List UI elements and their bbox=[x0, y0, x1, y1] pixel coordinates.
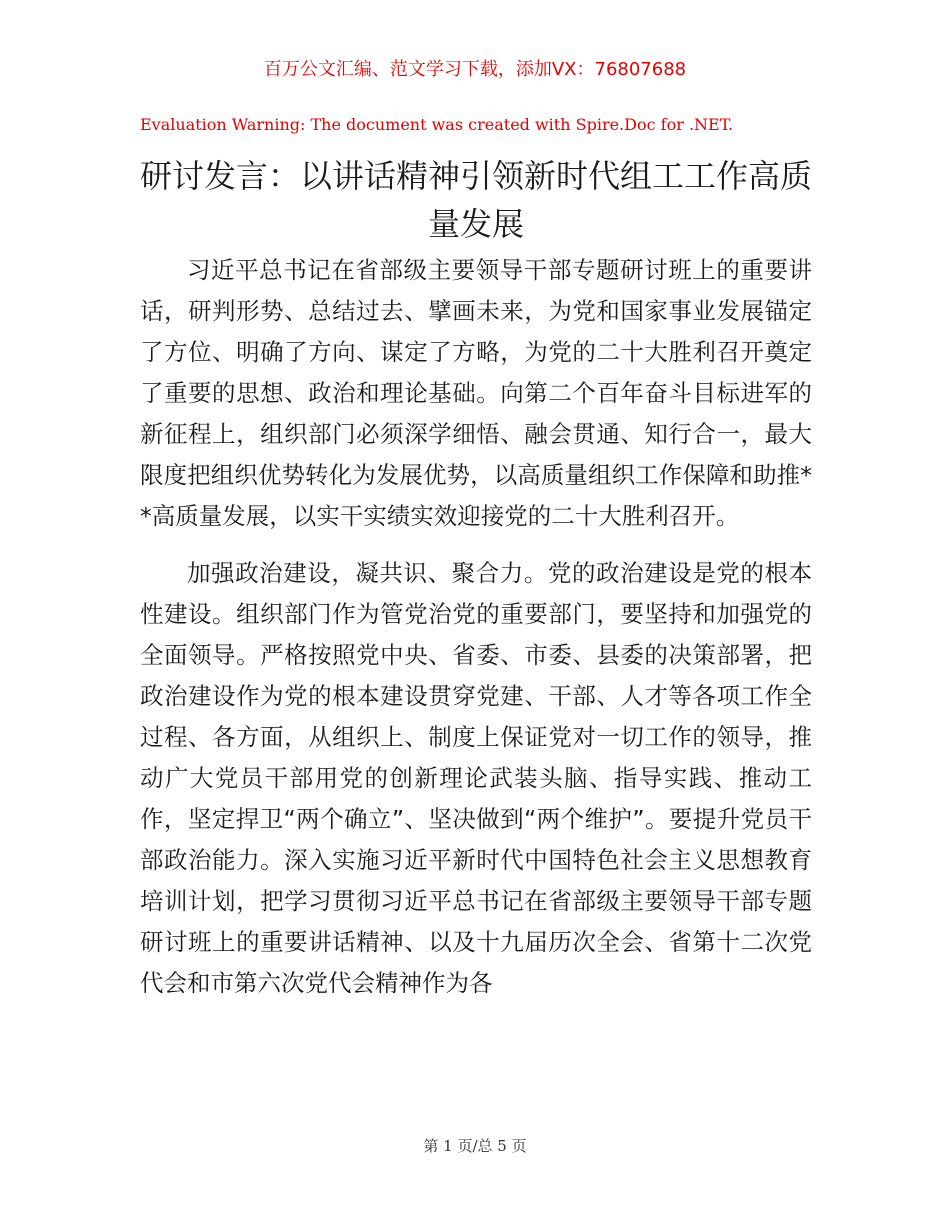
evaluation-warning: Evaluation Warning: The document was created with Spire.Doc for .NET. bbox=[140, 115, 734, 134]
page-number-footer: 第 1 页/总 5 页 bbox=[423, 1137, 527, 1155]
document-title: 研讨发言：以讲话精神引领新时代组工工作高质量发展 bbox=[140, 157, 813, 243]
header-banner: 百万公文汇编、范文学习下载，添加VX：76807688 bbox=[263, 59, 687, 80]
document-body bbox=[140, 250, 812, 1020]
paragraph-intro: 习近平总书记在省部级主要领导干部专题研讨班上的重要讲话，研判形势、总结过去、擘画未来，为党和国家事业发展锚定了方位、明确了方向、谋定了方略，为党的二十大胜利召开奠定了重要的思想、政治和理论基础。向第二个百年奋斗目标进军的新征程上，组织部门必须深学细悟、融会贯通、知行合一，最大限度把组织优势转化为发展优势，以高质量组织工作保障和助推**高质量发展，以实干实绩实效迎接党的二十大胜利召开。 bbox=[140, 256, 812, 530]
paragraph-political-construction: 加强政治建设，凝共识、聚合力。党的政治建设是党的根本性建设。组织部门作为管党治党的重要部门，要坚持和加强党的全面领导。严格按照党中央、省委、市委、县委的决策部署，把政治建设作为党的根本建设贯穿党建、干部、人才等各项工作全过程、各方面，从组织上、制度上保证党对一切工作的领导，推动广大党员干部用党的创新理论武装头脑、指导实践、推动工作，坚定捍卫“两个确立”、坚决做到“两个维护”。要提升党员干部政治能力。深入实施习近平新时代中国特色社会主义思想教育培训计划，把学习贯彻习近平总书记在省部级主要领导干部专题研讨班上的重要讲话精神、以及十九届历次全会、省第十二次党代会和市第六次党代会精神作为各 bbox=[140, 559, 812, 997]
